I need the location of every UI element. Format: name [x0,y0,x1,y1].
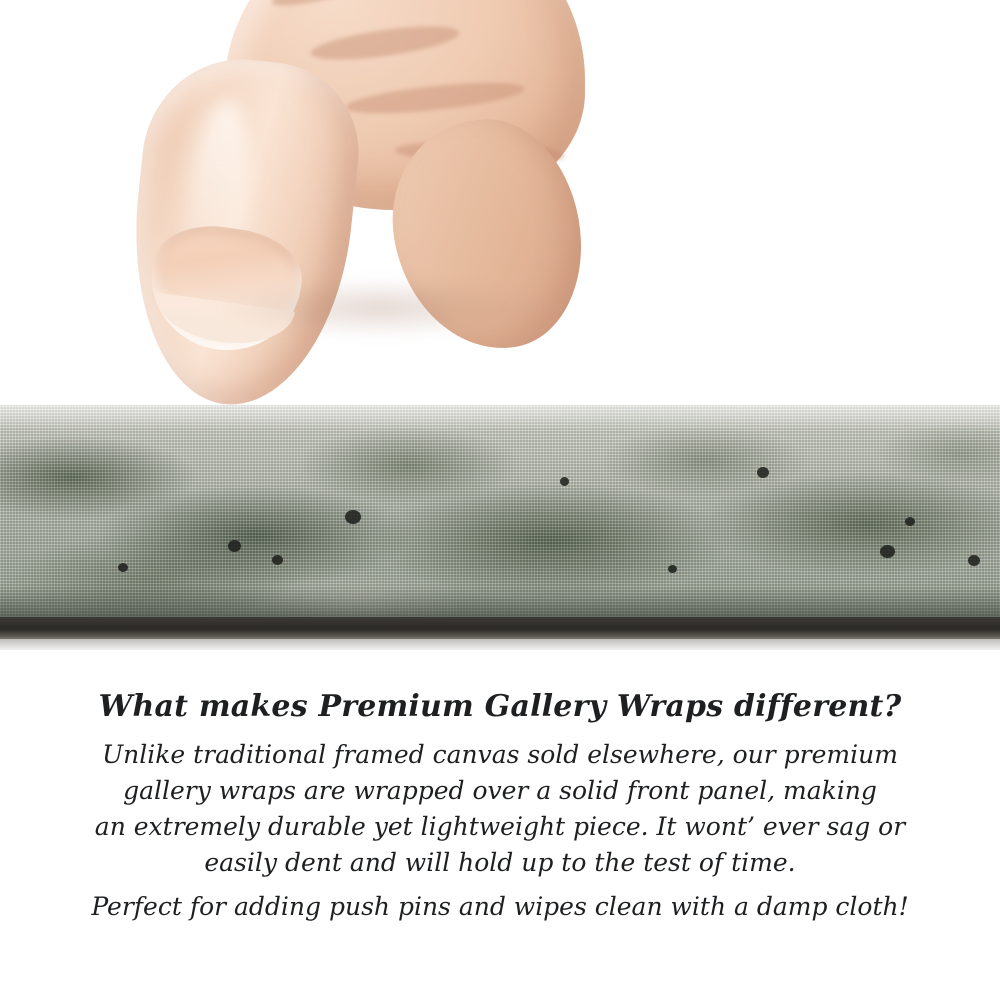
hand-shadow [215,278,545,338]
caption-body-line: an extremely durable yet lightweight piece. It wont’ ever sag or [94,812,906,841]
gallery-wrap-canvas-edge [0,405,1000,620]
panel-drop-shadow [0,637,1000,650]
canvas-speck [880,545,895,558]
caption-heading: What makes Premium Gallery Wraps different? [98,689,902,724]
caption-closing-line: Perfect for adding push pins and wipes clean with a damp cloth! [91,892,909,921]
canvas-speck [668,565,677,573]
canvas-top-sheen [0,405,1000,431]
caption-body [0,737,1000,881]
caption-body-line: gallery wraps are wrapped over a solid front panel, making [123,776,877,805]
canvas-speck [968,555,980,566]
canvas-speck [560,477,569,486]
solid-front-panel-edge [0,617,1000,639]
canvas-speck [118,563,128,572]
canvas-speck [228,540,241,552]
caption-body-line: Unlike traditional framed canvas sold elsewhere, our premium [102,740,898,769]
caption-body-line: easily dent and will hold up to the test of time. [204,848,796,877]
caption-block [0,690,1000,925]
canvas-speck [757,467,769,478]
hand-pressing-canvas-edge [95,0,575,430]
canvas-bottom-shading [0,586,1000,620]
canvas-speck [905,517,915,526]
canvas-speck [272,555,283,565]
canvas-speck [345,510,361,524]
